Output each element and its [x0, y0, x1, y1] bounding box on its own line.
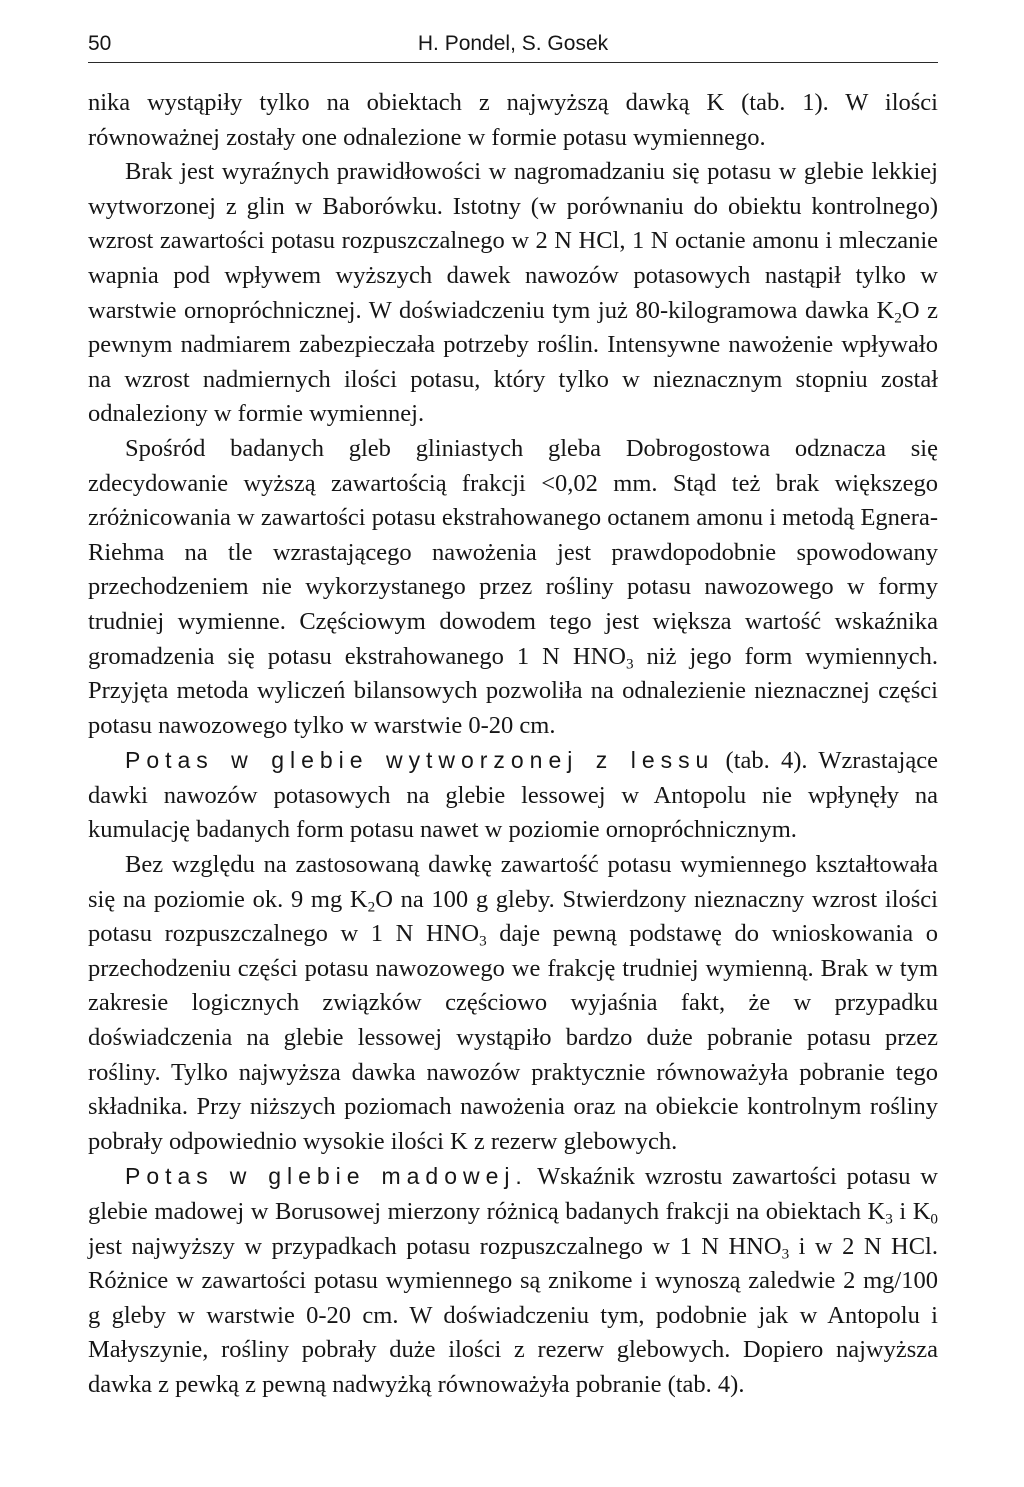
subscript: 3	[625, 654, 634, 672]
section-run-in-heading: Potas w glebie madowej.	[125, 1163, 528, 1190]
text-run: jest najwyższy w przypadkach potasu rozpuszczalnego w 1 N HNO	[88, 1232, 782, 1260]
running-head: H. Pondel, S. Gosek	[417, 32, 609, 55]
text-run: nika wystąpiły tylko na obiektach z najwyższą dawką K (tab. 1). W ilości równoważnej zostały one odnalezione w formie potasu wymiennego.	[88, 89, 938, 151]
page-header	[88, 28, 938, 63]
paragraph	[88, 155, 938, 432]
text-run: O na 100 g gleby. Stwierdzony nieznaczny wzrost ilości potasu rozpuszczalnego w 1 N HNO	[88, 885, 938, 948]
text-run: i K	[892, 1198, 931, 1225]
subscript: 3	[479, 932, 487, 950]
subscript: 2	[367, 897, 376, 915]
subscript: 3	[885, 1210, 893, 1228]
text-run: Wskaźnik wzrostu zawartości potasu w glebie madowej w Borusowej mierzony różnicą badanych frakcji na obiektach K	[88, 1163, 938, 1225]
section-run-in-heading: Potas w glebie wytworzonej z lessu	[125, 747, 715, 774]
subscript: 3	[781, 1244, 790, 1262]
paragraph	[88, 1159, 938, 1402]
text-run: Brak jest wyraźnych prawidłowości w nagromadzaniu się potasu w glebie lekkiej wytworzonej z glin w Baborówku. Istotny (w porównaniu do obiektu kontrolnego) wzrost zawartości potasu rozpuszczalnego w 2 N HCl, 1 N octanie amonu i mleczanie wapnia pod wpływem wyższych dawek nawozów potasowych nastąpił tylko w warstwie ornopróchnicznej. W doświadczeniu tym już 80-kilogramowa dawka K	[88, 158, 938, 324]
text-run: niż jego form wymiennych. Przyjęta metoda wyliczeń bilansowych pozwoliła na odnalezienie nieznacznej części potasu nawozowego tylko w warstwie 0-20 cm.	[88, 642, 938, 739]
paragraph	[88, 848, 938, 1159]
text-run: Bez względu na zastosowaną dawkę zawartość potasu wymiennego kształtowała się na poziomie ok. 9 mg K	[88, 851, 938, 913]
text-run: daje pewną podstawę do wnioskowania o przechodzeniu części potasu nawozowego we frakcję trudniej wymienną. Brak w tym zakresie logicznych związków częściowo wyjaśnia fakt, że w przypadku doświadczenia na glebie lessowej wystąpiło bardzo duże pobranie potasu przez rośliny. Tylko najwyższa dawka nawozów praktycznie równoważyła pobranie tego składnika. Przy niższych poziomach nawożenia oraz na obiekcie kontrolnym rośliny pobrały odpowiednio wysokie ilości K z rezerw glebowych.	[88, 920, 938, 1155]
body-text	[88, 86, 938, 1403]
text-run: Spośród badanych gleb gliniastych gleba Dobrogostowa odznacza się zdecydowanie wyższą zawartością frakcji <0,02 mm. Stąd też brak większego zróżnicowania w zawartości potasu ekstrahowanego octanem amonu i metodą Egnera-Riehma na tle wzrastającego nawożenia jest prawdopodobnie spowodowany przechodzeniem nie wykorzystanego przez rośliny potasu nawozowego w formy trudniej wymienne. Częściowym dowodem tego jest większa wartość wskaźnika gromadzenia się potasu ekstrahowanego 1 N HNO	[88, 434, 938, 670]
subscript: 2	[894, 308, 902, 326]
paragraph	[88, 86, 938, 155]
page-number: 50	[88, 32, 112, 55]
text-run: O z pewnym nadmiarem zabezpieczała potrzeby roślin. Intensywne nawożenie wpływało na wzrost nadmiernych ilości potasu, który tylko w nieznacznym stopniu został odnaleziony w formie wymiennej.	[88, 296, 938, 428]
paragraph	[88, 743, 938, 848]
paragraph	[88, 432, 938, 743]
text-run: (tab. 4). Wzrastające dawki nawozów potasowych na glebie lessowej w Antopolu nie wpłynęły na kumulację badanych form potasu nawet w poziomie ornopróchnicznym.	[88, 747, 938, 844]
subscript: 0	[930, 1210, 938, 1228]
text-run: i w 2 N HCl. Różnice w zawartości potasu wymiennego są znikome i wynoszą zaledwie 2 mg/100 g gleby w warstwie 0-20 cm. W doświadczeniu tym, podobnie jak w Antopolu i Małyszynie, rośliny pobrały duże ilości z rezerw glebowych. Dopiero najwyższa dawka z pewką z pewną nadwyżką równoważyła pobranie (tab. 4).	[88, 1232, 938, 1398]
